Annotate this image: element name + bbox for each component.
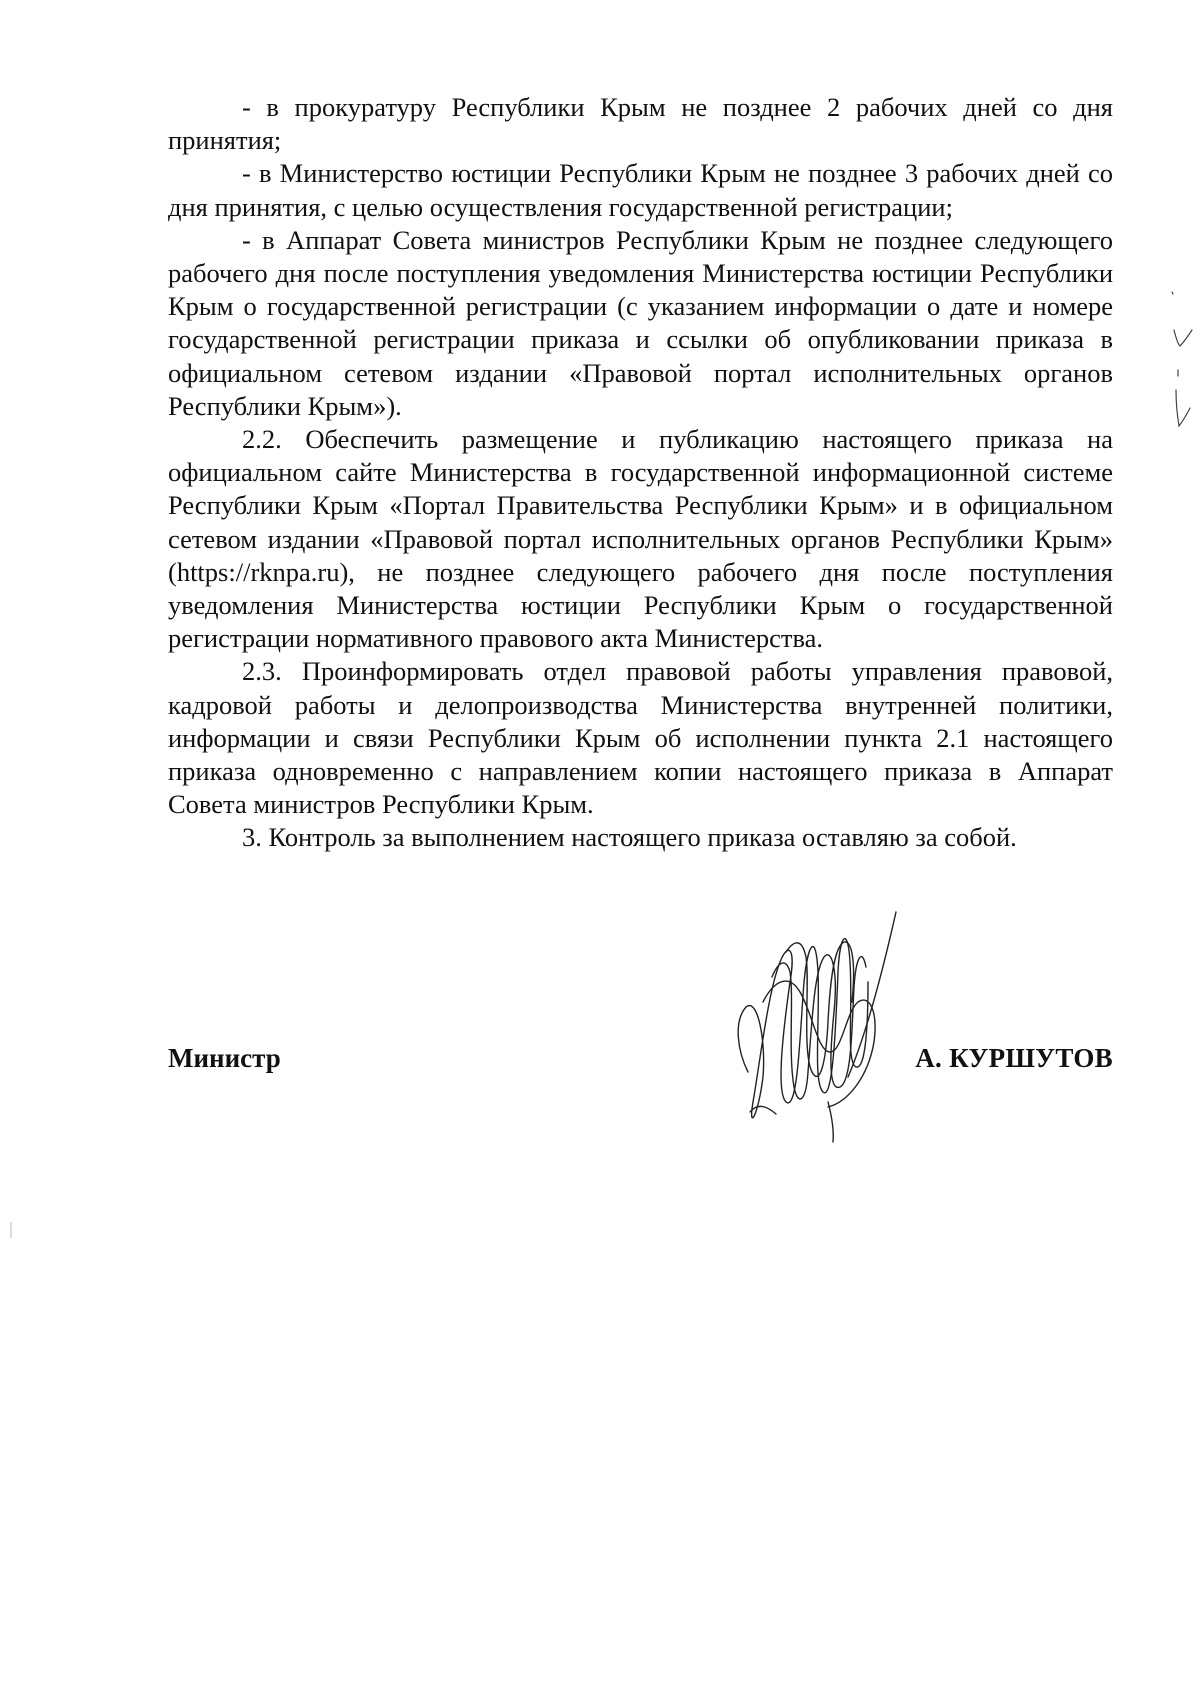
paragraph-3: 3. Контроль за выполнением настоящего приказа оставляю за собой. [242, 822, 1017, 853]
signature-block [168, 1040, 1113, 1080]
margin-pen-marks [1170, 290, 1196, 460]
signer-name: А. КУРШУТОВ [915, 1043, 1113, 1073]
paragraph-2-3: 2.3. Проинформировать отдел правовой работы управления правовой, кадровой работы и делопроизводства Министерства внутренней политики, информации и связи Республики Крым об исполнении пункта 2.1 настоящего приказа одновременно с направлением копии настоящего приказа в Аппарат Совета министров Республики Крым. [168, 656, 1113, 820]
scan-artifact [8, 1220, 14, 1240]
paragraph-ministry-of-justice: - в Министерство юстиции Республики Крым не позднее 3 рабочих дней со дня принятия, с целью осуществления государственной регистрации; [168, 158, 1113, 222]
handwritten-signature [728, 902, 898, 1147]
paragraph-prosecutor: - в прокуратуру Республики Крым не позднее 2 рабочих дней со дня принятия; [168, 92, 1113, 156]
paragraph-council-of-ministers: - в Аппарат Совета министров Республики Крым не позднее следующего рабочего дня после поступления уведомления Министерства юстиции Республики Крым о государственной регистрации (с указанием информации о дате и номере государственной регистрации приказа и ссылки об опубликовании приказа в официальном сетевом издании «Правовой портал исполнительных органов Республики Крым»). [168, 224, 1113, 421]
paragraph-2-2: 2.2. Обеспечить размещение и публикацию настоящего приказа на официальном сайте Министерства в государственной информационной системе Республики Крым «Портал Правительства Республики Крым» и в официальном сетевом издании «Правовой портал исполнительных органов Республики Крым» (https://rknpa.ru), не позднее следующего рабочего дня после поступления уведомления Министерства юстиции Республики Крым о государственной регистрации нормативного правового акта Министерства. [168, 424, 1113, 654]
document-body [168, 91, 1113, 855]
signer-position: Министр [168, 1043, 281, 1073]
